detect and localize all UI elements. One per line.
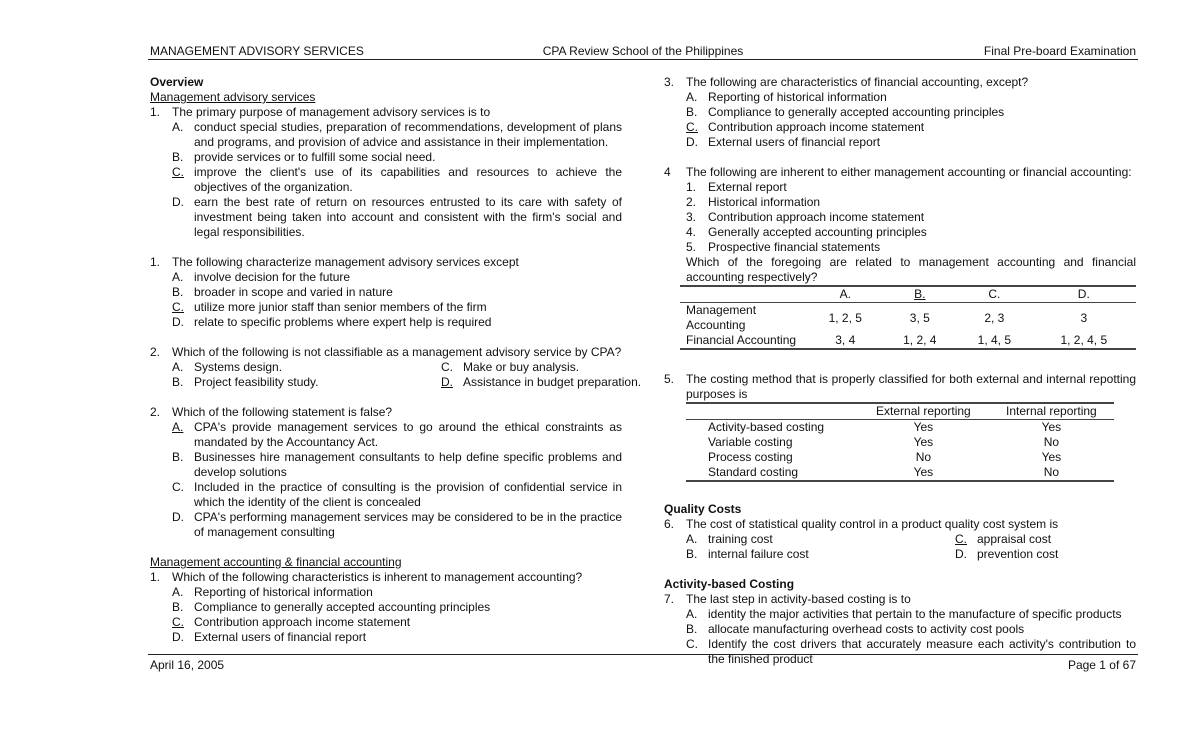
question-text: The last step in activity-based costing is to (686, 592, 911, 606)
question-stem (664, 165, 1136, 180)
option-letter: C. (172, 300, 184, 314)
answer-option (664, 622, 1136, 637)
answer-option (150, 450, 622, 480)
table-cell: 3, 5 (909, 310, 930, 325)
table-cell: No (1043, 435, 1060, 449)
answer-option (150, 510, 622, 540)
option-text: Contribution approach income statement (194, 615, 411, 629)
option-text: appraisal cost (977, 532, 1052, 546)
activity-based-costing-heading: Activity-based Costing (664, 577, 795, 591)
question-stem (150, 405, 622, 420)
question-stem (664, 75, 1136, 90)
option-letter: A. (686, 532, 698, 546)
answer-option (150, 585, 622, 600)
question-stem (664, 372, 1136, 402)
item-number: 2. (686, 195, 697, 209)
table-header-cell: C. (957, 286, 1032, 303)
table-header-cell: Internal reporting (989, 403, 1114, 420)
answer-option (419, 360, 688, 375)
option-text: relate to specific problems where expert help is required (194, 315, 492, 329)
question-number: 1. (150, 255, 161, 269)
option-letter: D. (686, 135, 698, 149)
answer-option (933, 532, 1200, 547)
question-stem (664, 517, 1136, 532)
option-text: prevention cost (977, 547, 1059, 561)
option-letter: B. (172, 285, 184, 299)
footer-date: April 16, 2005 (150, 658, 225, 672)
answer-option (664, 607, 1136, 622)
option-letter: C. (686, 120, 698, 134)
accounting-table (680, 285, 1136, 350)
option-letter: D. (172, 195, 184, 209)
option-letter: A. (686, 90, 698, 104)
option-text: involve decision for the future (194, 270, 351, 284)
question-number: 1. (150, 105, 161, 119)
list-item (686, 195, 1136, 210)
option-text: Businesses hire management consultants to help define specific problems and develop solutions (194, 450, 622, 479)
question-stem (150, 255, 622, 270)
option-row (664, 547, 1136, 562)
table-cell: 1, 2, 4, 5 (1060, 333, 1108, 347)
option-letter: B. (172, 600, 184, 614)
answer-option (150, 120, 622, 150)
option-letter: B. (172, 450, 184, 464)
page-number: Page 1 of 67 (1067, 658, 1136, 672)
answer-option (664, 105, 1136, 120)
option-letter: B. (686, 622, 698, 636)
option-text: Compliance to generally accepted accounting principles (194, 600, 491, 614)
option-letter: A. (686, 607, 698, 621)
answer-option (150, 165, 622, 195)
option-text: Reporting of historical information (194, 585, 373, 599)
option-text: training cost (708, 532, 773, 546)
table-header-row (686, 403, 1114, 420)
answer-option (664, 120, 1136, 135)
question-text: The following characterize management advisory services except (172, 255, 519, 269)
option-text: conduct special studies, preparation of recommendations, development of plans and programs, and provision of advice and assistance in their implementation. (194, 120, 622, 149)
answer-option (150, 630, 622, 645)
item-text: Contribution approach income statement (708, 210, 925, 224)
answer-option (150, 195, 622, 240)
answer-option (150, 375, 419, 390)
table-row (686, 435, 1114, 450)
option-text: Make or buy analysis. (463, 360, 580, 374)
answer-option (150, 615, 622, 630)
option-text: Included in the practice of consulting is the provision of confidential service in which the identity of the client is concealed (194, 480, 622, 509)
question-number: 2. (150, 345, 161, 359)
table-header-cell: A. (808, 286, 883, 303)
row-label: Activity-based costing (708, 420, 825, 434)
table-row (680, 303, 1136, 334)
question-number: 7. (664, 592, 675, 606)
option-letter: A. (172, 360, 184, 374)
answer-option (150, 600, 622, 615)
overview-heading: Overview (150, 75, 204, 89)
table-cell: 1, 2, 5 (828, 310, 862, 325)
list-item (686, 225, 1136, 240)
mas-subheading: Management advisory services (150, 90, 316, 104)
question-text: The cost of statistical quality control in a product quality cost system is (686, 517, 1059, 531)
question-number: 4 (664, 165, 671, 179)
mafa-subheading: Management accounting & financial accounting (150, 555, 402, 569)
option-text: Compliance to generally accepted accounting principles (708, 105, 1005, 119)
option-text: CPA's provide management services to go around the ethical constraints as mandated by the Accountancy Act. (194, 420, 622, 449)
option-letter: A. (172, 120, 184, 134)
question-stem (150, 105, 622, 120)
option-text: broader in scope and varied in nature (194, 285, 393, 299)
quality-costs-heading: Quality Costs (664, 502, 742, 516)
table-row (686, 450, 1114, 465)
list-item (686, 210, 1136, 225)
answer-option (150, 420, 622, 450)
table-header-cell (680, 286, 808, 303)
question-number: 1. (150, 570, 161, 584)
option-row (150, 360, 622, 375)
table-header-cell (686, 403, 858, 420)
item-number: 4. (686, 225, 697, 239)
option-text: utilize more junior staff than senior members of the firm (194, 300, 487, 314)
table-cell: No (1043, 465, 1060, 479)
question-number: 2. (150, 405, 161, 419)
option-letter: D. (172, 630, 184, 644)
option-text: External users of financial report (708, 135, 881, 149)
option-letter: C. (955, 532, 967, 546)
costing-table (686, 402, 1114, 482)
answer-option (664, 135, 1136, 150)
question-followup: Which of the foregoing are related to management accounting and financial accounting respectively? (686, 255, 1136, 284)
question-text: The following are inherent to either management accounting or financial accounting: (686, 165, 1132, 179)
answer-option (150, 315, 622, 330)
table-cell: 3 (1080, 310, 1088, 325)
option-row (664, 532, 1136, 547)
option-letter: C. (686, 637, 698, 651)
option-text: Reporting of historical information (708, 90, 887, 104)
question-text: The following are characteristics of financial accounting, except? (686, 75, 1029, 89)
table-cell: No (915, 450, 932, 464)
question-text: Which of the following characteristics is inherent to management accounting? (172, 570, 583, 584)
option-letter: A. (172, 270, 184, 284)
option-letter: C. (441, 360, 453, 374)
option-text: Systems design. (194, 360, 283, 374)
option-text: Contribution approach income statement (708, 120, 925, 134)
answer-option (150, 150, 622, 165)
option-letter: A. (172, 420, 184, 434)
option-letter: D. (172, 510, 184, 524)
item-text: Historical information (708, 195, 821, 209)
item-number: 1. (686, 180, 697, 194)
left-column (150, 75, 642, 645)
option-letter: B. (686, 547, 698, 561)
option-text: CPA's performing management services may be considered to be in the practice of management consulting (194, 510, 622, 539)
option-text: identity the major activities that pertain to the manufacture of specific products (708, 607, 1122, 621)
page-header (148, 43, 1138, 60)
right-column (664, 75, 1136, 667)
row-label: Management Accounting (686, 303, 757, 332)
option-letter: C. (172, 480, 184, 494)
question-number: 6. (664, 517, 675, 531)
answer-option (150, 300, 622, 315)
option-text: External users of financial report (194, 630, 367, 644)
question-text: The primary purpose of management advisory services is to (172, 105, 491, 119)
question-stem (664, 592, 1136, 607)
option-letter: D. (172, 315, 184, 329)
answer-option (150, 360, 419, 375)
item-number: 5. (686, 240, 697, 254)
table-cell: 2, 3 (984, 310, 1005, 325)
page-footer (148, 654, 1138, 673)
option-text: provide services or to fulfill some social need. (194, 150, 436, 164)
list-item (686, 180, 1136, 195)
answer-option (150, 480, 622, 510)
item-text: Prospective financial statements (708, 240, 881, 254)
option-text: earn the best rate of return on resources entrusted to its care with safety of investment being taken into account and consistent with the firm's social and legal responsibilities. (194, 195, 622, 239)
answer-option (150, 270, 622, 285)
row-label: Financial Accounting (686, 333, 797, 347)
question-number: 3. (664, 75, 675, 89)
answer-option (664, 547, 933, 562)
list-item (686, 240, 1136, 255)
table-cell: 1, 4, 5 (977, 333, 1011, 347)
option-letter: D. (955, 547, 967, 561)
option-text: allocate manufacturing overhead costs to activity cost pools (708, 622, 1025, 636)
table-cell: Yes (913, 435, 934, 449)
answer-option (933, 547, 1200, 562)
item-number: 3. (686, 210, 697, 224)
question-stem (150, 570, 622, 585)
question-text: Which of the following is not classifiable as a management advisory service by CPA? (172, 345, 622, 359)
option-letter: B. (172, 150, 184, 164)
option-letter: B. (686, 105, 698, 119)
table-header-cell: D. (1032, 286, 1136, 303)
table-cell: Yes (1041, 450, 1062, 464)
table-cell: 1, 2, 4 (903, 333, 937, 347)
option-letter: D. (441, 375, 453, 389)
table-cell: Yes (913, 465, 934, 479)
item-text: Generally accepted accounting principles (708, 225, 927, 239)
row-label: Process costing (708, 450, 793, 464)
answer-option (664, 532, 933, 547)
header-exam-title: Final Pre-board Examination (983, 44, 1136, 58)
option-letter: B. (172, 375, 184, 389)
item-text: External report (708, 180, 787, 194)
option-text: Project feasibility study. (194, 375, 319, 389)
table-cell: Yes (913, 420, 934, 434)
option-letter: A. (172, 585, 184, 599)
answer-option (150, 285, 622, 300)
table-cell: Yes (1041, 420, 1062, 434)
question-text: The costing method that is properly classified for both external and internal repotting purposes is (686, 372, 1136, 401)
row-label: Standard costing (708, 465, 799, 479)
answer-option (664, 90, 1136, 105)
question-stem (150, 345, 622, 360)
table-row (686, 465, 1114, 481)
question-number: 5. (664, 372, 675, 386)
row-label: Variable costing (708, 435, 793, 449)
option-text: Assistance in budget preparation. (463, 375, 642, 389)
table-row (686, 420, 1114, 436)
option-text: Identify the cost drivers that accurately measure each activity's contribution to the finished product (708, 637, 1136, 666)
table-row (680, 333, 1136, 349)
option-text: improve the client's use of its capabilities and resources to achieve the objectives of the organization. (194, 165, 622, 194)
option-letter: C. (172, 165, 184, 179)
option-row (150, 375, 642, 390)
question-text: Which of the following statement is false? (172, 405, 393, 419)
table-header-label: B. (914, 287, 926, 301)
table-header-cell: External reporting (858, 403, 989, 420)
table-header-row (680, 286, 1136, 303)
option-text: internal failure cost (708, 547, 809, 561)
answer-option (419, 375, 688, 390)
option-letter: C. (172, 615, 184, 629)
header-course-title: MANAGEMENT ADVISORY SERVICES (150, 44, 364, 58)
table-cell: 3, 4 (835, 333, 856, 347)
header-school-name: CPA Review School of the Philippines (542, 44, 744, 58)
table-header-cell (883, 286, 958, 303)
